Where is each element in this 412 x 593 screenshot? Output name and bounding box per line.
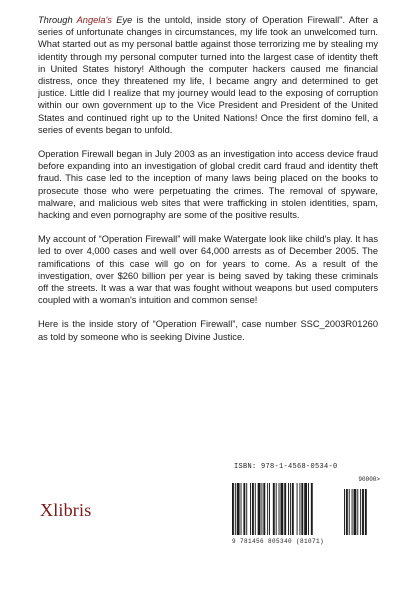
publisher-logo: Xlibris xyxy=(40,500,92,520)
barcode-digits: 9 781456 805340 (81071) xyxy=(232,538,325,545)
paragraph-1-text: is the untold, inside story of Operation Firewall". After a series of unfortunate changes in circumstances, my life took an unwelcomed turn. What started out as my personal battle against those terrorizing me by stealing my identity through my personal computer turned into the largest case of identity theft in United States history! Although the computer hackers caused me financial distress, once they threatened my life, I became angry and determined to get justice. Little did I realize that my journey would lead to the exposing of corruption within our own government up to the Vice President and President of the United States and continued right up to the United Nations! Once the first domino fell, a series of events began to unfold. xyxy=(38,15,378,135)
book-title-name: Angela's xyxy=(76,15,112,25)
barcode-bars xyxy=(232,475,380,537)
book-title-end: Eye xyxy=(111,15,133,25)
blurb xyxy=(38,14,378,355)
paragraph-1 xyxy=(38,14,378,136)
isbn-label: ISBN: 978-1-4568-0534-0 xyxy=(234,463,338,471)
paragraph-4: Here is the inside story of “Operation Firewall”, case number SSC_2003R01260 as told by someone who is seeking Divine Justice. xyxy=(38,319,378,342)
paragraph-2: Operation Firewall began in July 2003 as an investigation into access device fraud before expanding into an investigation of global credit card fraud and identity theft fraud. This case led to the inception of many laws being placed on the books to prosecute those who were perpetuating the crimes. The removal of spyware, malware, and malicious web sites that were trafficking in stolen identities, spam, hacking and even pornography are some of the positive results. xyxy=(38,149,378,221)
book-title-start: Through xyxy=(38,15,77,25)
paragraph-3: My account of “Operation Firewall” will make Watergate look like child's play. It has led to over 4,000 cases and well over 64,000 arrests as of December 2005. The ramifications of this case will go on for years to come. As a result of the investigation, over $260 billion per year is being saved by taking these criminals off the streets. It was a war that was fought without weapons but used computers coupled with a woman's intuition and common sense! xyxy=(38,234,378,306)
barcode-block xyxy=(230,463,382,551)
price-code: 90000> xyxy=(358,476,380,483)
